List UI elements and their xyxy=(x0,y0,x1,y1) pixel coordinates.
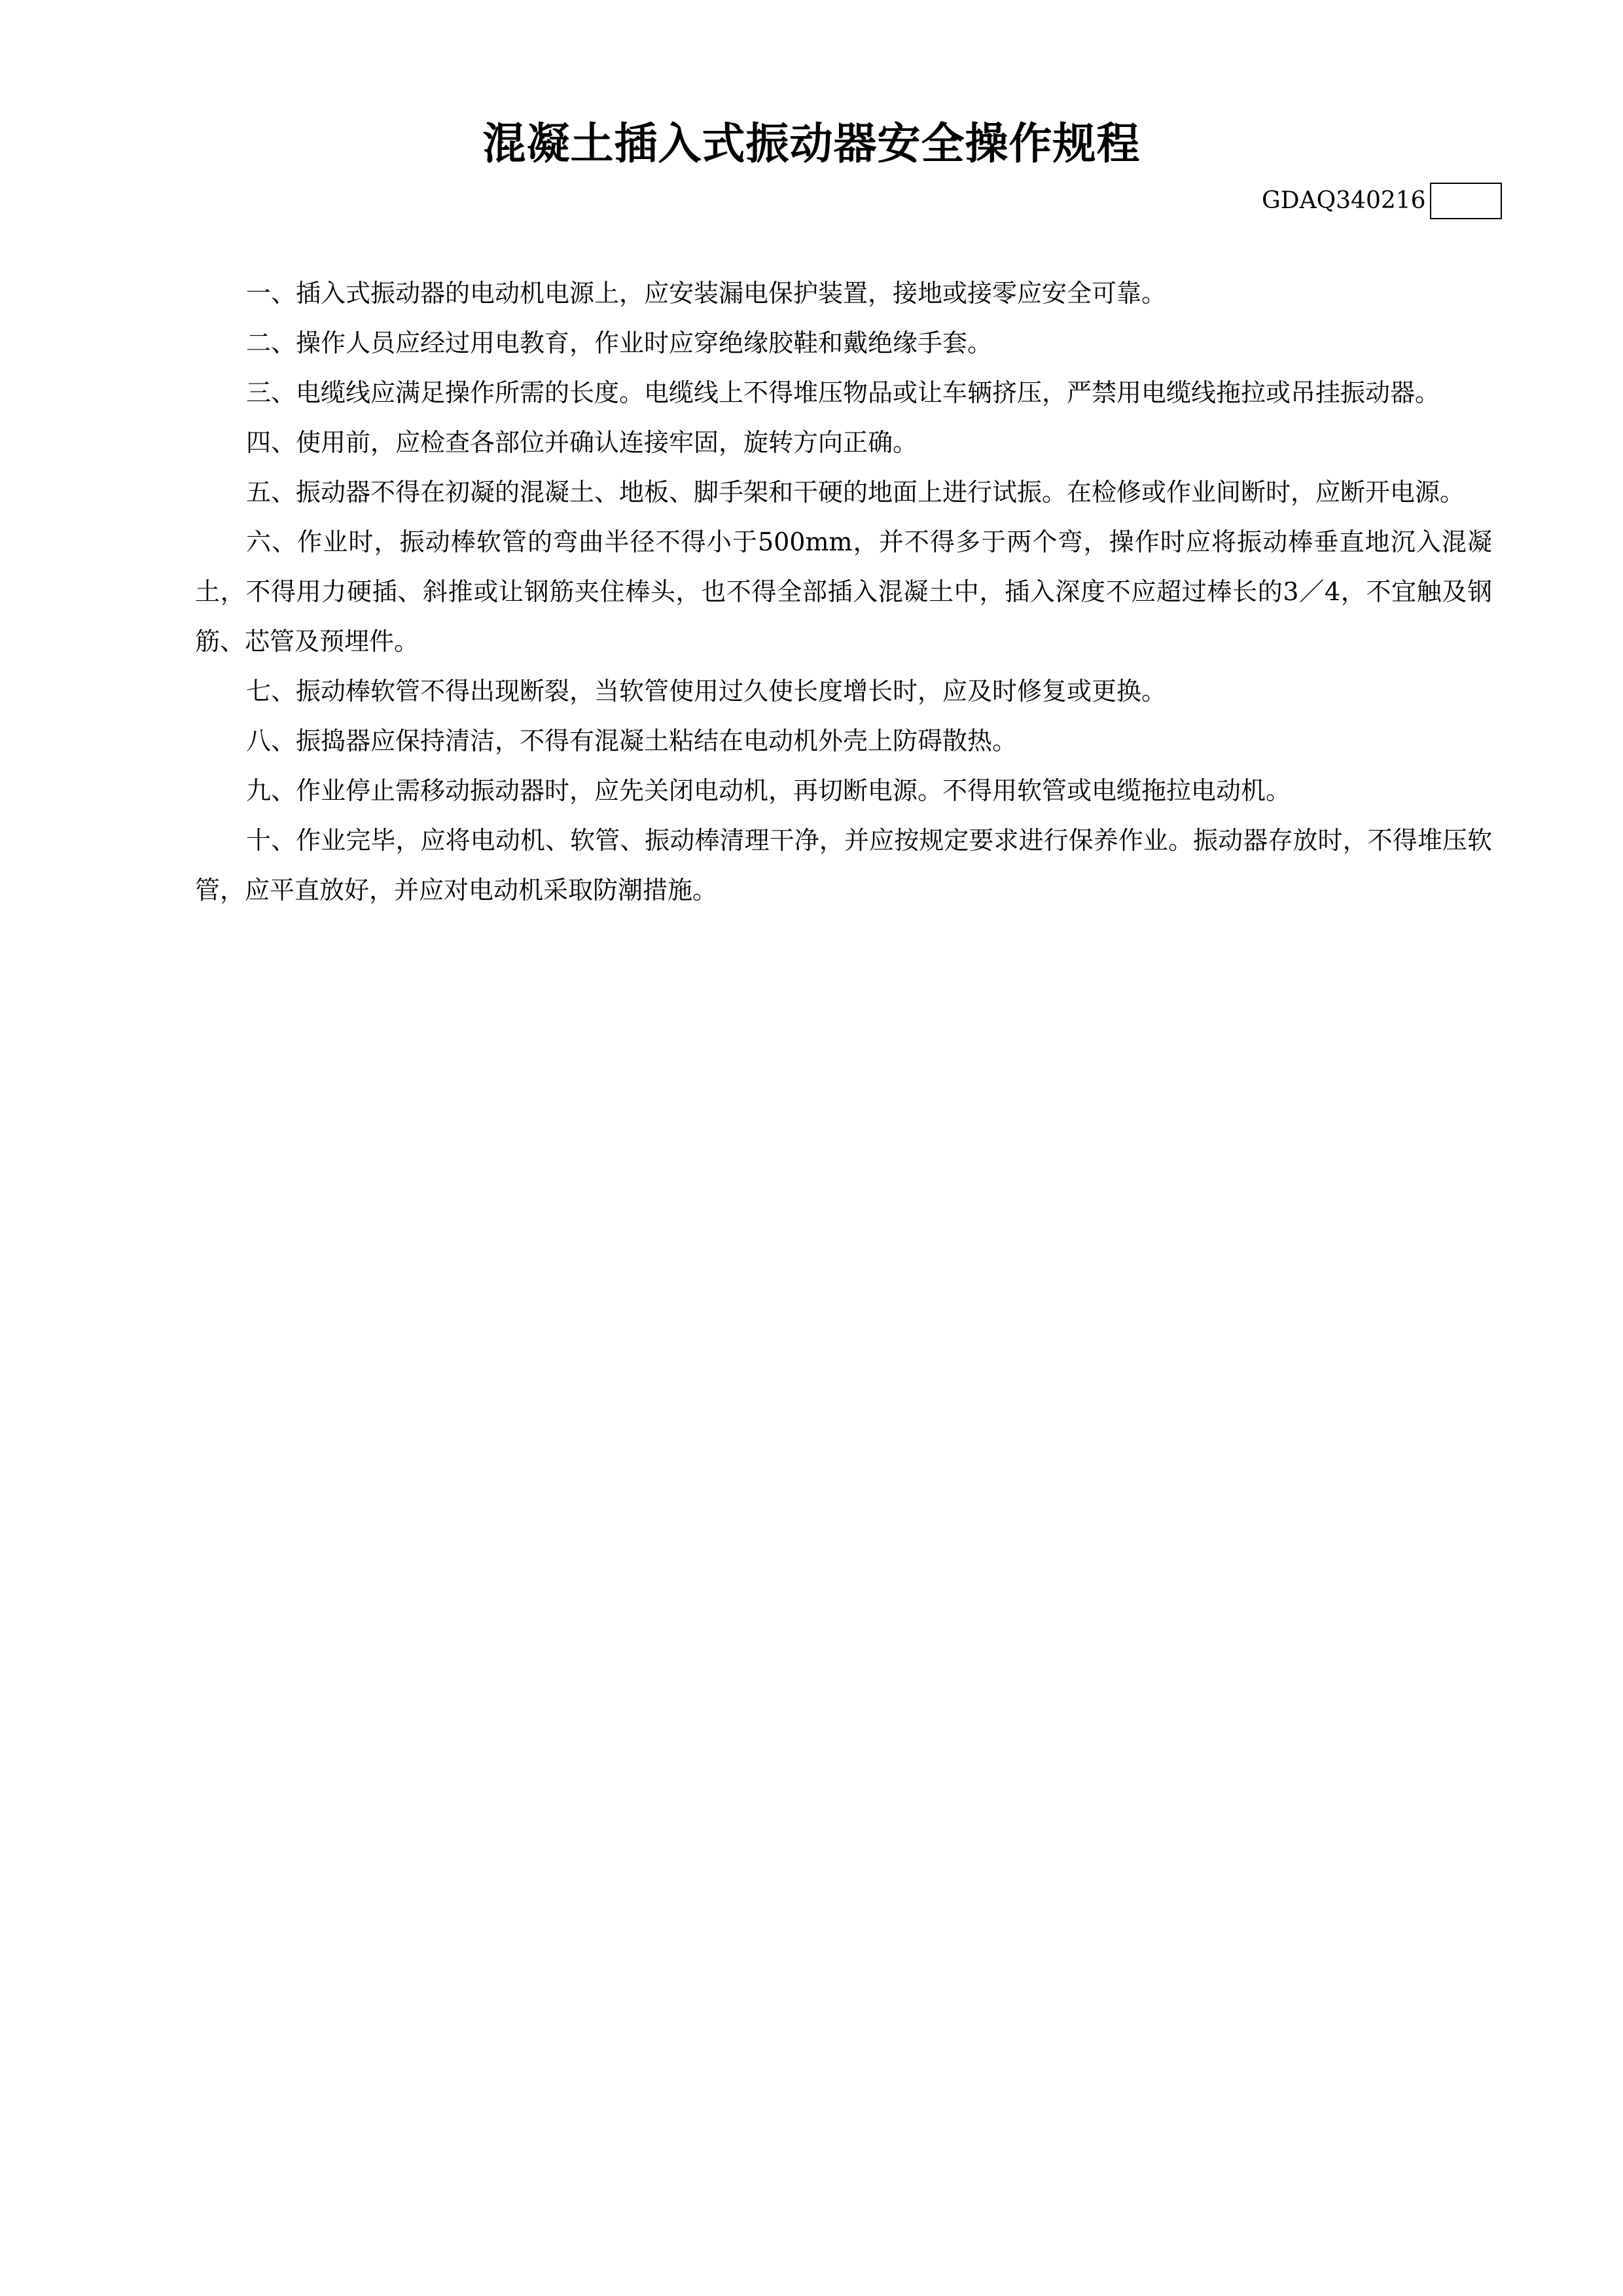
rule-paragraph: 六、作业时，振动棒软管的弯曲半径不得小于500mm，并不得多于两个弯，操作时应将振动棒垂直地沉入混凝土，不得用力硬插、斜推或让钢筋夹住棒头，也不得全部插入混凝土中，插入深度不应超过棒长的3／4，不宜触及钢筋、芯管及预埋件。 xyxy=(195,528,1492,656)
document-code-text: GDAQ340216 xyxy=(1262,187,1426,214)
rule-paragraph: 八、振捣器应保持清洁，不得有混凝土粘结在电动机外壳上防碍散热。 xyxy=(246,726,1018,755)
rules-list xyxy=(195,268,1492,915)
rule-paragraph: 九、作业停止需移动振动器时，应先关闭电动机，再切断电源。不得用软管或电缆拖拉电动机。 xyxy=(246,776,1291,805)
document-title: 混凝土插入式振动器安全操作规程 xyxy=(482,118,1141,169)
rule-paragraph: 四、使用前，应检查各部位并确认连接牢固，旋转方向正确。 xyxy=(246,428,918,457)
rule-paragraph: 一、插入式振动器的电动机电源上，应安装漏电保护装置，接地或接零应安全可靠。 xyxy=(246,279,1167,308)
rule-paragraph: 五、振动器不得在初凝的混凝土、地板、脚手架和干硬的地面上进行试振。在检修或作业间断时，应断开电源。 xyxy=(246,478,1465,507)
rule-paragraph: 三、电缆线应满足操作所需的长度。电缆线上不得堆压物品或让车辆挤压，严禁用电缆线拖拉或吊挂振动器。 xyxy=(246,378,1440,407)
rule-paragraph: 十、作业完毕，应将电动机、软管、振动棒清理干净，并应按规定要求进行保养作业。振动器存放时，不得堆压软管，应平直放好，并应对电动机采取防潮措施。 xyxy=(195,826,1492,905)
rule-paragraph: 二、操作人员应经过用电教育，作业时应穿绝缘胶鞋和戴绝缘手套。 xyxy=(246,329,993,357)
document-code xyxy=(1262,182,1502,220)
rule-paragraph: 七、振动棒软管不得出现断裂，当软管使用过久使长度增长时，应及时修复或更换。 xyxy=(246,677,1167,706)
document-code-box xyxy=(1430,183,1502,219)
